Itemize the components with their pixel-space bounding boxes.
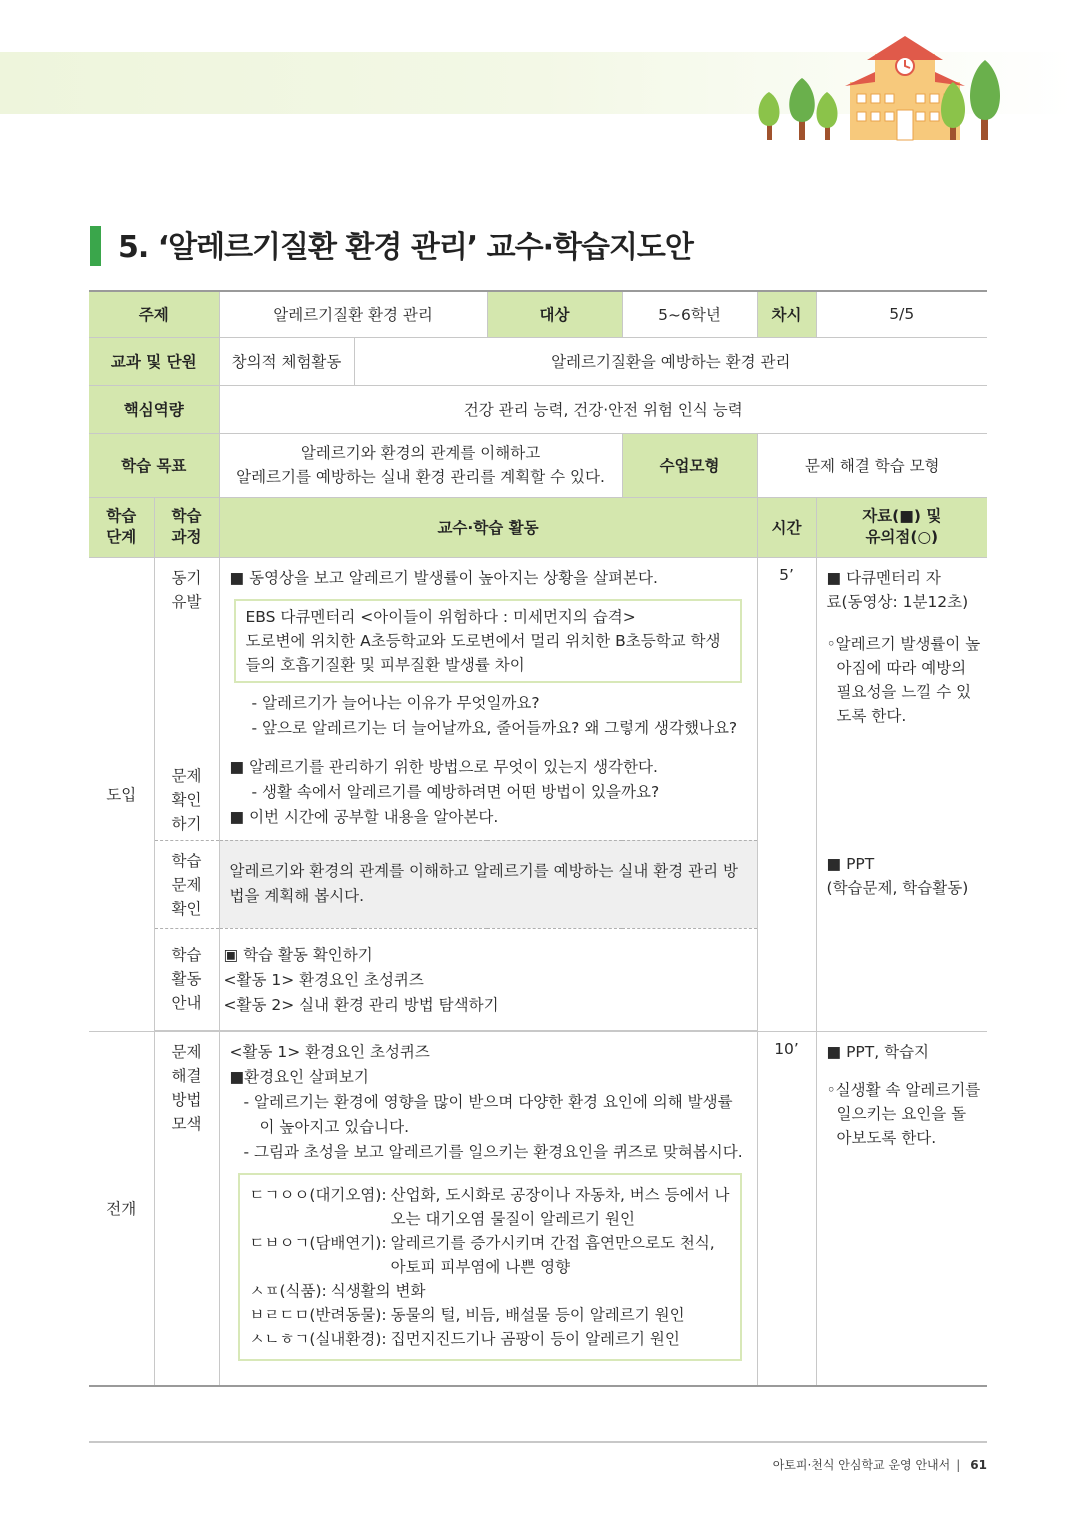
quiz-item: ㅅㅍ(식품): 식생활의 변화 [249,1281,426,1300]
process-learning-problem: 학습 문제 확인 [154,840,219,928]
page-title: 5. ‘알레르기질환 환경 관리’ 교수·학습지도안 [118,230,693,265]
goal-line: 알레르기와 환경의 관계를 이해하고 [300,444,541,462]
quiz-item: ㅂㄹㄷㅁ(반려동물): 동물의 털, 비듬, 배설물 등이 알레르기 원인 [249,1305,685,1324]
documentary-box: EBS 다큐멘터리 <아이들이 위험하다 : 미세먼지의 습격> 도로변에 위치한 A초등학교와 도로변에서 멀리 위치한 B초등학교 학생 들의 호흡기질환 및 피부질환 발생률 차이 [234,599,742,683]
unit-subject: 창의적 체험활동 [219,337,354,385]
model-label: 수업모형 [622,433,757,497]
materials-intro: ■ 다큐멘터리 자 료(동영상: 1분12초) ◦알레르기 발생률이 높아짐에 따라 예방의 필요성을 느낄 수 있도록 한다. ■ PPT (학습문제, 학습활동) [816,557,987,1031]
caution-note: ◦실생활 속 알레르기를 일으키는 요인을 돌아보도록 한다. [826,1080,981,1147]
goal-line: 알레르기를 예방하는 실내 환경 관리를 계획할 수 있다. [236,468,605,486]
goal-label: 학습 목표 [89,433,219,497]
stage-intro: 도입 [89,557,154,1031]
header-stage: 학습 단계 [89,497,154,557]
target-label: 대상 [487,291,622,337]
footer-title: 아토피·천식 안심학교 운영 안내서 [772,1458,951,1472]
header-activity: 교수·학습 활동 [219,497,757,557]
time-intro: 5’ [757,557,816,1031]
development-row [89,1031,987,1386]
session-label: 차시 [757,291,816,337]
activity-development [219,1031,757,1386]
activity-motivation [219,557,757,840]
subject-value: 알레르기질환 환경 관리 [219,291,487,337]
header-process: 학습 과정 [154,497,219,557]
quiz-item: ㄷㅂㅇㄱ(담배연기): 알레르기를 증가시키며 간접 흡연만으로도 천식, 아토피 피부염에 나쁜 영향 [249,1233,715,1276]
info-row-goal [89,433,987,497]
process-activity-guide: 학습 활동 안내 [154,928,219,1030]
quiz-item: ㅅㄴㅎㄱ(실내환경): 집먼지진드기나 곰팡이 등이 알레르기 원인 [249,1329,680,1348]
activity-line: 이 높아지고 있습니다. [259,1117,410,1136]
page-number: 61 [970,1458,987,1472]
title-accent-bar [90,226,101,266]
activity-line: - 그림과 초성을 보고 알레르기를 일으키는 환경요인을 퀴즈로 맞혀봅시다. [243,1142,743,1161]
activity-line: <활동 1> 환경요인 초성퀴즈 [229,1042,430,1061]
intro-row-motivation [89,557,987,840]
tree-icon [789,78,815,140]
goal-value [219,433,622,497]
activity-line: ■ 알레르기를 관리하기 위한 방법으로 무엇이 있는지 생각한다. [229,757,658,776]
session-value: 5/5 [816,291,987,337]
activity-line: ■ 동영상을 보고 알레르기 발생률이 높아지는 상황을 살펴본다. [229,568,658,587]
competency-value: 건강 관리 능력, 건강·안전 위험 인식 능력 [219,385,987,433]
stage-development: 전개 [89,1031,154,1386]
competency-label: 핵심역량 [89,385,219,433]
model-value: 문제 해결 학습 모형 [757,433,987,497]
unit-name: 알레르기질환을 예방하는 환경 관리 [354,337,987,385]
question-line: - 알레르기가 늘어나는 이유가 무엇일까요? [251,693,540,712]
activity-guide: ▣ 학습 활동 확인하기 <활동 1> 환경요인 초성퀴즈 <활동 2> 실내 환경 관리 방법 탐색하기 [219,928,757,1030]
question-line: - 앞으로 알레르기는 더 늘어날까요, 줄어들까요? 왜 그렇게 생각했나요? [251,718,738,737]
tree-icon [970,60,1000,140]
quiz-item: ㄷㄱㅇㅇ(대기오염): 산업화, 도시화로 공장이나 자동차, 버스 등에서 나오는 대기오염 물질이 알레르기 원인 [249,1185,730,1228]
header-material: 자료(■) 및 유의점(○) [816,497,987,557]
quiz-box [238,1173,742,1361]
info-row-subject [89,291,987,337]
question-line: - 생활 속에서 알레르기를 예방하려면 어떤 방법이 있을까요? [251,782,660,801]
tree-icon [759,92,780,140]
target-value: 5~6학년 [622,291,757,337]
process-motivation: 동기 유발 문제 확인 하기 [154,557,219,840]
info-row-competency [89,385,987,433]
footer-divider [89,1441,987,1443]
activity-line: - 알레르기는 환경에 영향을 많이 받으며 다양한 환경 요인에 의해 발생률 [243,1092,733,1111]
subject-label: 주제 [89,291,219,337]
tree-icon [817,92,838,140]
process-development: 문제 해결 방법 모색 [154,1031,219,1386]
header-time: 시간 [757,497,816,557]
learning-problem-box: 알레르기와 환경의 관계를 이해하고 알레르기를 예방하는 실내 환경 관리 방 법을 계획해 봅시다. [219,840,757,928]
activity-header-row [89,497,987,557]
lesson-plan-table [89,290,987,1387]
activity-line: ■환경요인 살펴보기 [229,1067,369,1086]
footer [773,1456,987,1473]
activity-line: ■ 이번 시간에 공부할 내용을 알아본다. [229,807,499,826]
school-building-with-trees-icon [745,30,1015,150]
caution-note: ◦알레르기 발생률이 높아짐에 따라 예방의 필요성을 느낄 수 있도록 한다. [826,634,981,725]
unit-label: 교과 및 단원 [89,337,219,385]
footer-separator: | [956,1458,961,1472]
time-development: 10’ [757,1031,816,1386]
materials-development: ■ PPT, 학습지 ◦실생활 속 알레르기를 일으키는 요인을 돌아보도록 한다. [816,1031,987,1386]
info-row-unit [89,337,987,385]
